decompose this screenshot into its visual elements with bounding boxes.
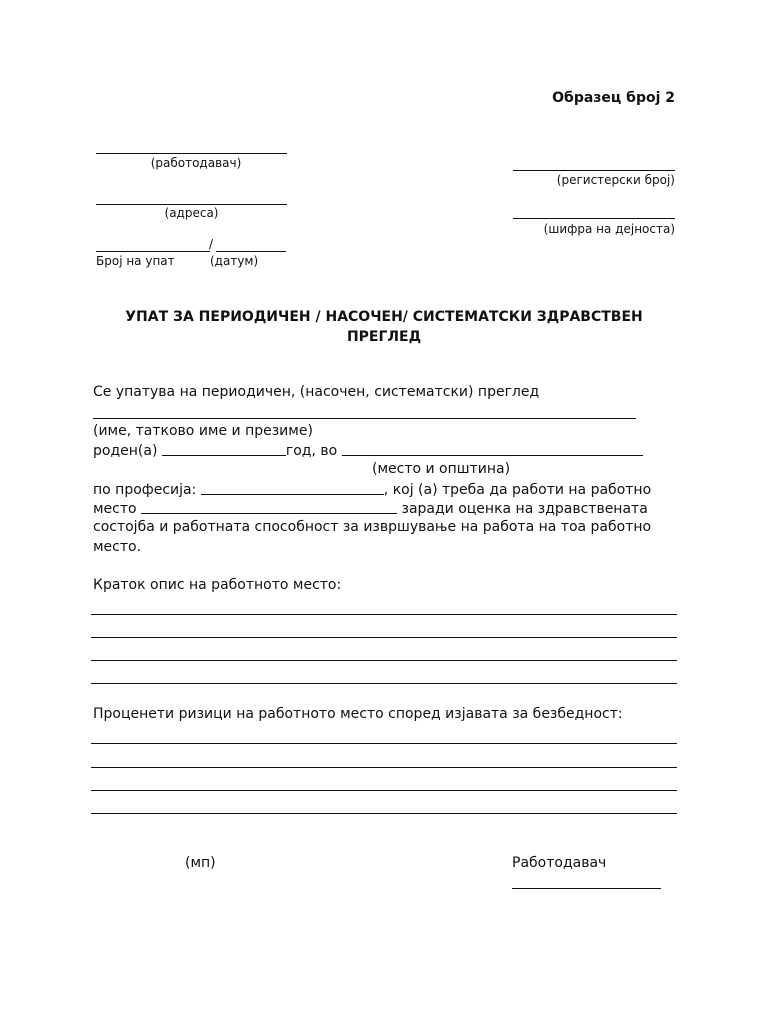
health-text: состојба и работната способност за извршување на работа на тоа работно — [93, 519, 652, 535]
profession-prefix: по професија: — [93, 482, 201, 498]
activity-code-label: (шифра на дејноста) — [543, 222, 675, 236]
risks-line-3[interactable] — [91, 790, 677, 791]
risks-line-4[interactable] — [91, 813, 677, 814]
registry-number-line[interactable] — [513, 170, 675, 171]
workplace-blank[interactable] — [141, 500, 397, 514]
registry-number-label: (регистерски број) — [556, 173, 675, 187]
name-caption: (име, татково име и презиме) — [93, 423, 313, 439]
date-label: (датум) — [210, 254, 259, 268]
birth-year-blank[interactable] — [162, 442, 286, 456]
place-caption: (место и општина) — [372, 461, 511, 477]
employer-signature-line[interactable] — [512, 888, 661, 889]
job-description-line-3[interactable] — [91, 660, 677, 661]
date-line[interactable] — [216, 251, 286, 252]
born-row — [93, 442, 638, 459]
ref-number-line[interactable] — [96, 251, 210, 252]
job-description-label: Краток опис на работното место: — [93, 577, 342, 593]
address-line[interactable] — [96, 204, 287, 205]
page-title-line2: ПРЕГЛЕД — [346, 329, 422, 345]
intro-text: Се упатува на периодичен, (насочен, систематски) преглед — [93, 384, 540, 400]
workplace-row — [93, 500, 648, 517]
ref-number-label: Број на упат — [96, 254, 175, 268]
job-description-line-2[interactable] — [91, 637, 677, 638]
stamp-label: (мп) — [185, 855, 216, 871]
risks-label: Проценети ризици на работното место според изјавата за безбедност: — [93, 706, 623, 722]
page-title-line1: УПАТ ЗА ПЕРИОДИЧЕН / НАСОЧЕН/ СИСТЕМАТСКИ ЗДРАВСТВЕН — [125, 309, 643, 325]
name-line[interactable] — [93, 418, 636, 419]
end-text: место. — [93, 539, 142, 555]
slash-separator: / — [209, 237, 214, 251]
employer-signature-label: Работодавач — [512, 855, 607, 871]
profession-suffix: , кој (а) треба да работи на работно — [383, 482, 652, 498]
employer-line[interactable] — [96, 153, 287, 154]
job-description-line-4[interactable] — [91, 683, 677, 684]
risks-line-2[interactable] — [91, 767, 677, 768]
job-description-line-1[interactable] — [91, 614, 677, 615]
profession-row — [93, 481, 652, 498]
activity-code-line[interactable] — [513, 218, 675, 219]
birth-place-blank[interactable] — [342, 442, 643, 456]
form-number: Образец број 2 — [552, 90, 675, 106]
workplace-suffix: заради оценка на здравствената — [397, 501, 648, 517]
employer-label: (работодавач) — [150, 156, 242, 170]
workplace-prefix: место — [93, 501, 142, 517]
risks-line-1[interactable] — [91, 743, 677, 744]
address-label: (адреса) — [164, 206, 219, 220]
born-year-suffix: год, во — [285, 443, 342, 459]
born-prefix: роден(а) — [93, 443, 162, 459]
profession-blank[interactable] — [201, 481, 384, 495]
